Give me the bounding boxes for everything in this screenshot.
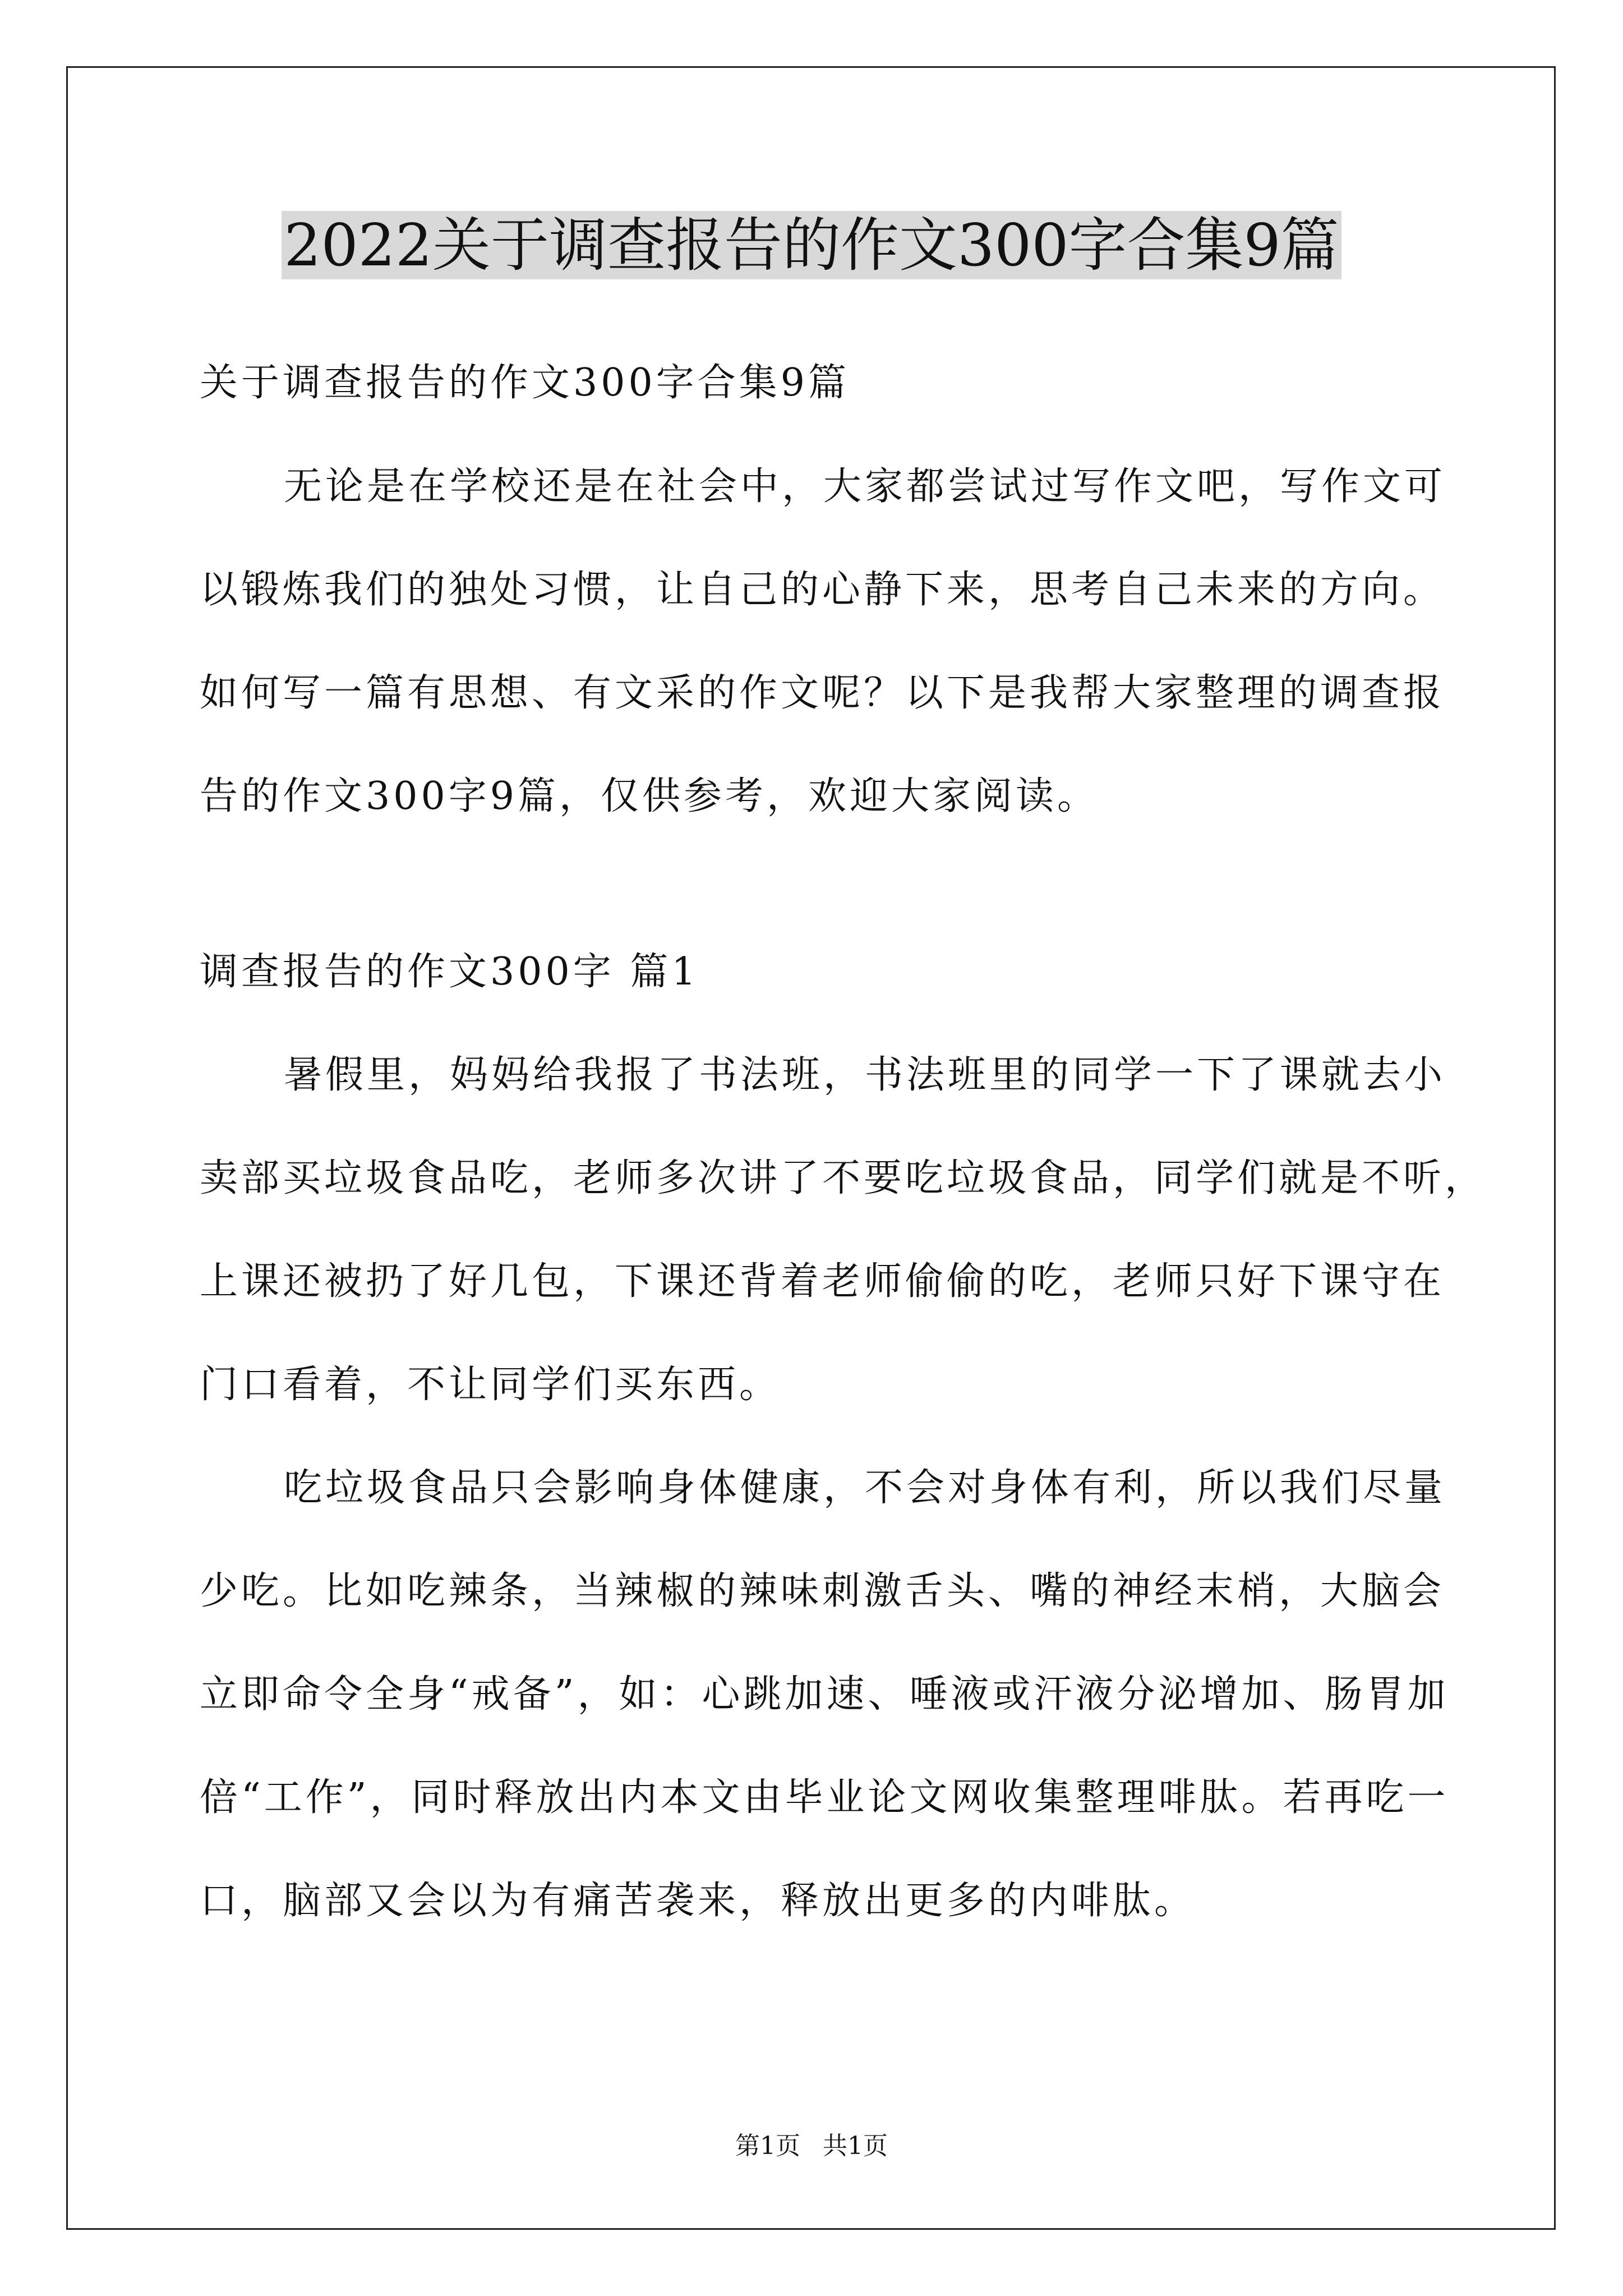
page-current: 第1页 [735, 2132, 800, 2160]
paragraph2-line-5: 口，脑部又会以为有痛苦袭来，释放出更多的内啡肽。 [200, 1879, 1196, 1923]
paragraph1-line-3: 上课还被扔了好几包，下课还背着老师偷偷的吃，老师只好下课守在 [200, 1259, 1445, 1304]
paragraph2-line-2: 少吃。比如吃辣条，当辣椒的辣味刺激舌头、嘴的神经末梢，大脑会 [200, 1569, 1445, 1613]
paragraph1-line-4: 门口看着，不让同学们买东西。 [200, 1363, 781, 1407]
intro-line-1: 无论是在学校还是在社会中，大家都尝试过写作文吧，写作文可 [284, 464, 1446, 509]
intro-line-4: 告的作文300字9篇，仅供参考，欢迎大家阅读。 [200, 774, 1099, 818]
paragraph2-line-3: 立即命令全身“戒备”，如：心跳加速、唾液或汗液分泌增加、肠胃加 [200, 1672, 1449, 1717]
intro-line-3: 如何写一篇有思想、有文采的作文呢？以下是我帮大家整理的调查报 [200, 671, 1445, 715]
page-total: 共1页 [823, 2132, 888, 2160]
paragraph1-line-1: 暑假里，妈妈给我报了书法班，书法班里的同学一下了课就去小 [284, 1053, 1446, 1097]
paragraph1-line-2: 卖部买垃圾食品吃，老师多次讲了不要吃垃圾食品，同学们就是不听， [200, 1156, 1487, 1200]
paragraph2-line-1: 吃垃圾食品只会影响身体健康，不会对身体有利，所以我们尽量 [284, 1466, 1446, 1510]
section-heading: 调查报告的作文300字 篇1 [200, 950, 699, 994]
page-footer [0, 2129, 1623, 2163]
document-title [0, 209, 1623, 282]
intro-line-2: 以锻炼我们的独处习惯，让自己的心静下来，思考自己未来的方向。 [200, 568, 1445, 612]
document-title-text: 2022关于调查报告的作文300字合集9篇 [282, 211, 1341, 279]
document-subtitle: 关于调查报告的作文300字合集9篇 [200, 361, 850, 405]
paragraph2-line-4: 倍“工作”，同时释放出内本文由毕业论文网收集整理啡肽。若再吃一 [200, 1775, 1449, 1820]
